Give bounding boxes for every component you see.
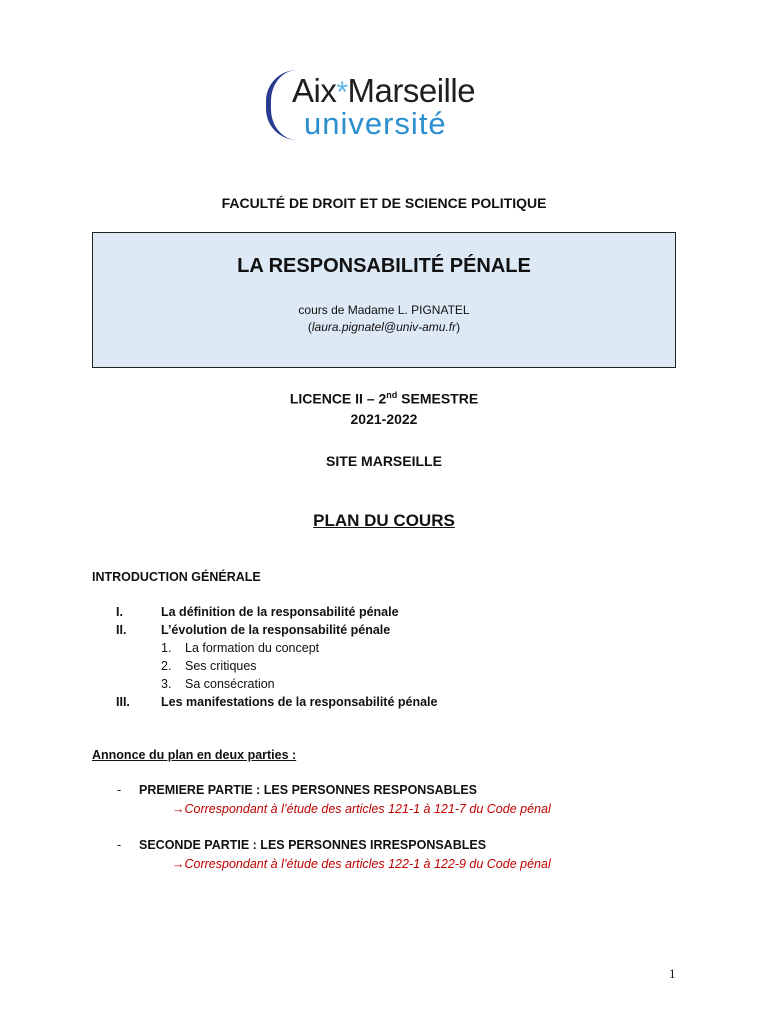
title-box	[92, 232, 676, 368]
page-number: 1	[669, 966, 676, 981]
plan-title-text: PLAN DU COURS	[313, 511, 455, 530]
section-num-1: I.	[116, 605, 123, 619]
course-email: laura.pignatel@univ-amu.fr	[311, 320, 457, 334]
academic-year: 2021-2022	[350, 411, 418, 427]
part-1-dash: -	[117, 783, 122, 797]
email-close-paren: )	[456, 320, 461, 334]
part-2-dash: -	[117, 838, 122, 852]
course-title: LA RESPONSABILITÉ PÉNALE	[237, 255, 531, 277]
section-label-3: Les manifestations de la responsabilité pénale	[161, 695, 438, 709]
section-label-1: La définition de la responsabilité pénale	[161, 605, 399, 619]
section-label-2: L’évolution de la responsabilité pénale	[161, 623, 391, 637]
part-2-note: →Correspondant à l’étude des articles 122-1 à 122-9 du Code pénal	[172, 857, 551, 871]
subsection-num-1: 1.	[161, 641, 172, 655]
licence-prefix: LICENCE II – 2	[289, 390, 387, 407]
licence-heading	[0, 390, 768, 407]
logo-word-universite: université	[304, 106, 447, 141]
course-subtitle: cours de Madame L. PIGNATEL	[298, 303, 470, 317]
licence-sup: nd	[386, 390, 398, 400]
plan-announcement: Annonce du plan en deux parties :	[92, 748, 297, 762]
subsection-label-3: Sa consécration	[185, 677, 275, 691]
section-num-3: III.	[116, 695, 130, 709]
part-1-note: →Correspondant à l’étude des articles 121-1 à 121-7 du Code pénal	[172, 802, 551, 816]
section-num-2: II.	[116, 623, 127, 637]
part-1-title: PREMIERE PARTIE : LES PERSONNES RESPONSABLES	[139, 783, 478, 797]
subsection-label-2: Ses critiques	[185, 659, 257, 673]
intro-heading: INTRODUCTION GÉNÉRALE	[92, 570, 261, 584]
site-heading: SITE MARSEILLE	[326, 453, 442, 469]
logo-word-marseille: Marseille	[347, 72, 476, 109]
logo-line-1	[292, 72, 475, 110]
email-open-paren: (	[307, 320, 312, 334]
course-email-line	[93, 320, 675, 334]
logo-word-aix: Aix	[292, 72, 337, 109]
licence-suffix: SEMESTRE	[397, 390, 479, 407]
plan-title	[0, 511, 768, 531]
university-logo	[266, 66, 516, 146]
faculty-heading: FACULTÉ DE DROIT ET DE SCIENCE POLITIQUE	[221, 195, 547, 211]
subsection-num-3: 3.	[161, 677, 172, 691]
subsection-label-1: La formation du concept	[185, 641, 320, 655]
logo-star-icon: *	[336, 76, 348, 109]
subsection-num-2: 2.	[161, 659, 172, 673]
part-2-title: SECONDE PARTIE : LES PERSONNES IRRESPONSABLES	[139, 838, 487, 852]
